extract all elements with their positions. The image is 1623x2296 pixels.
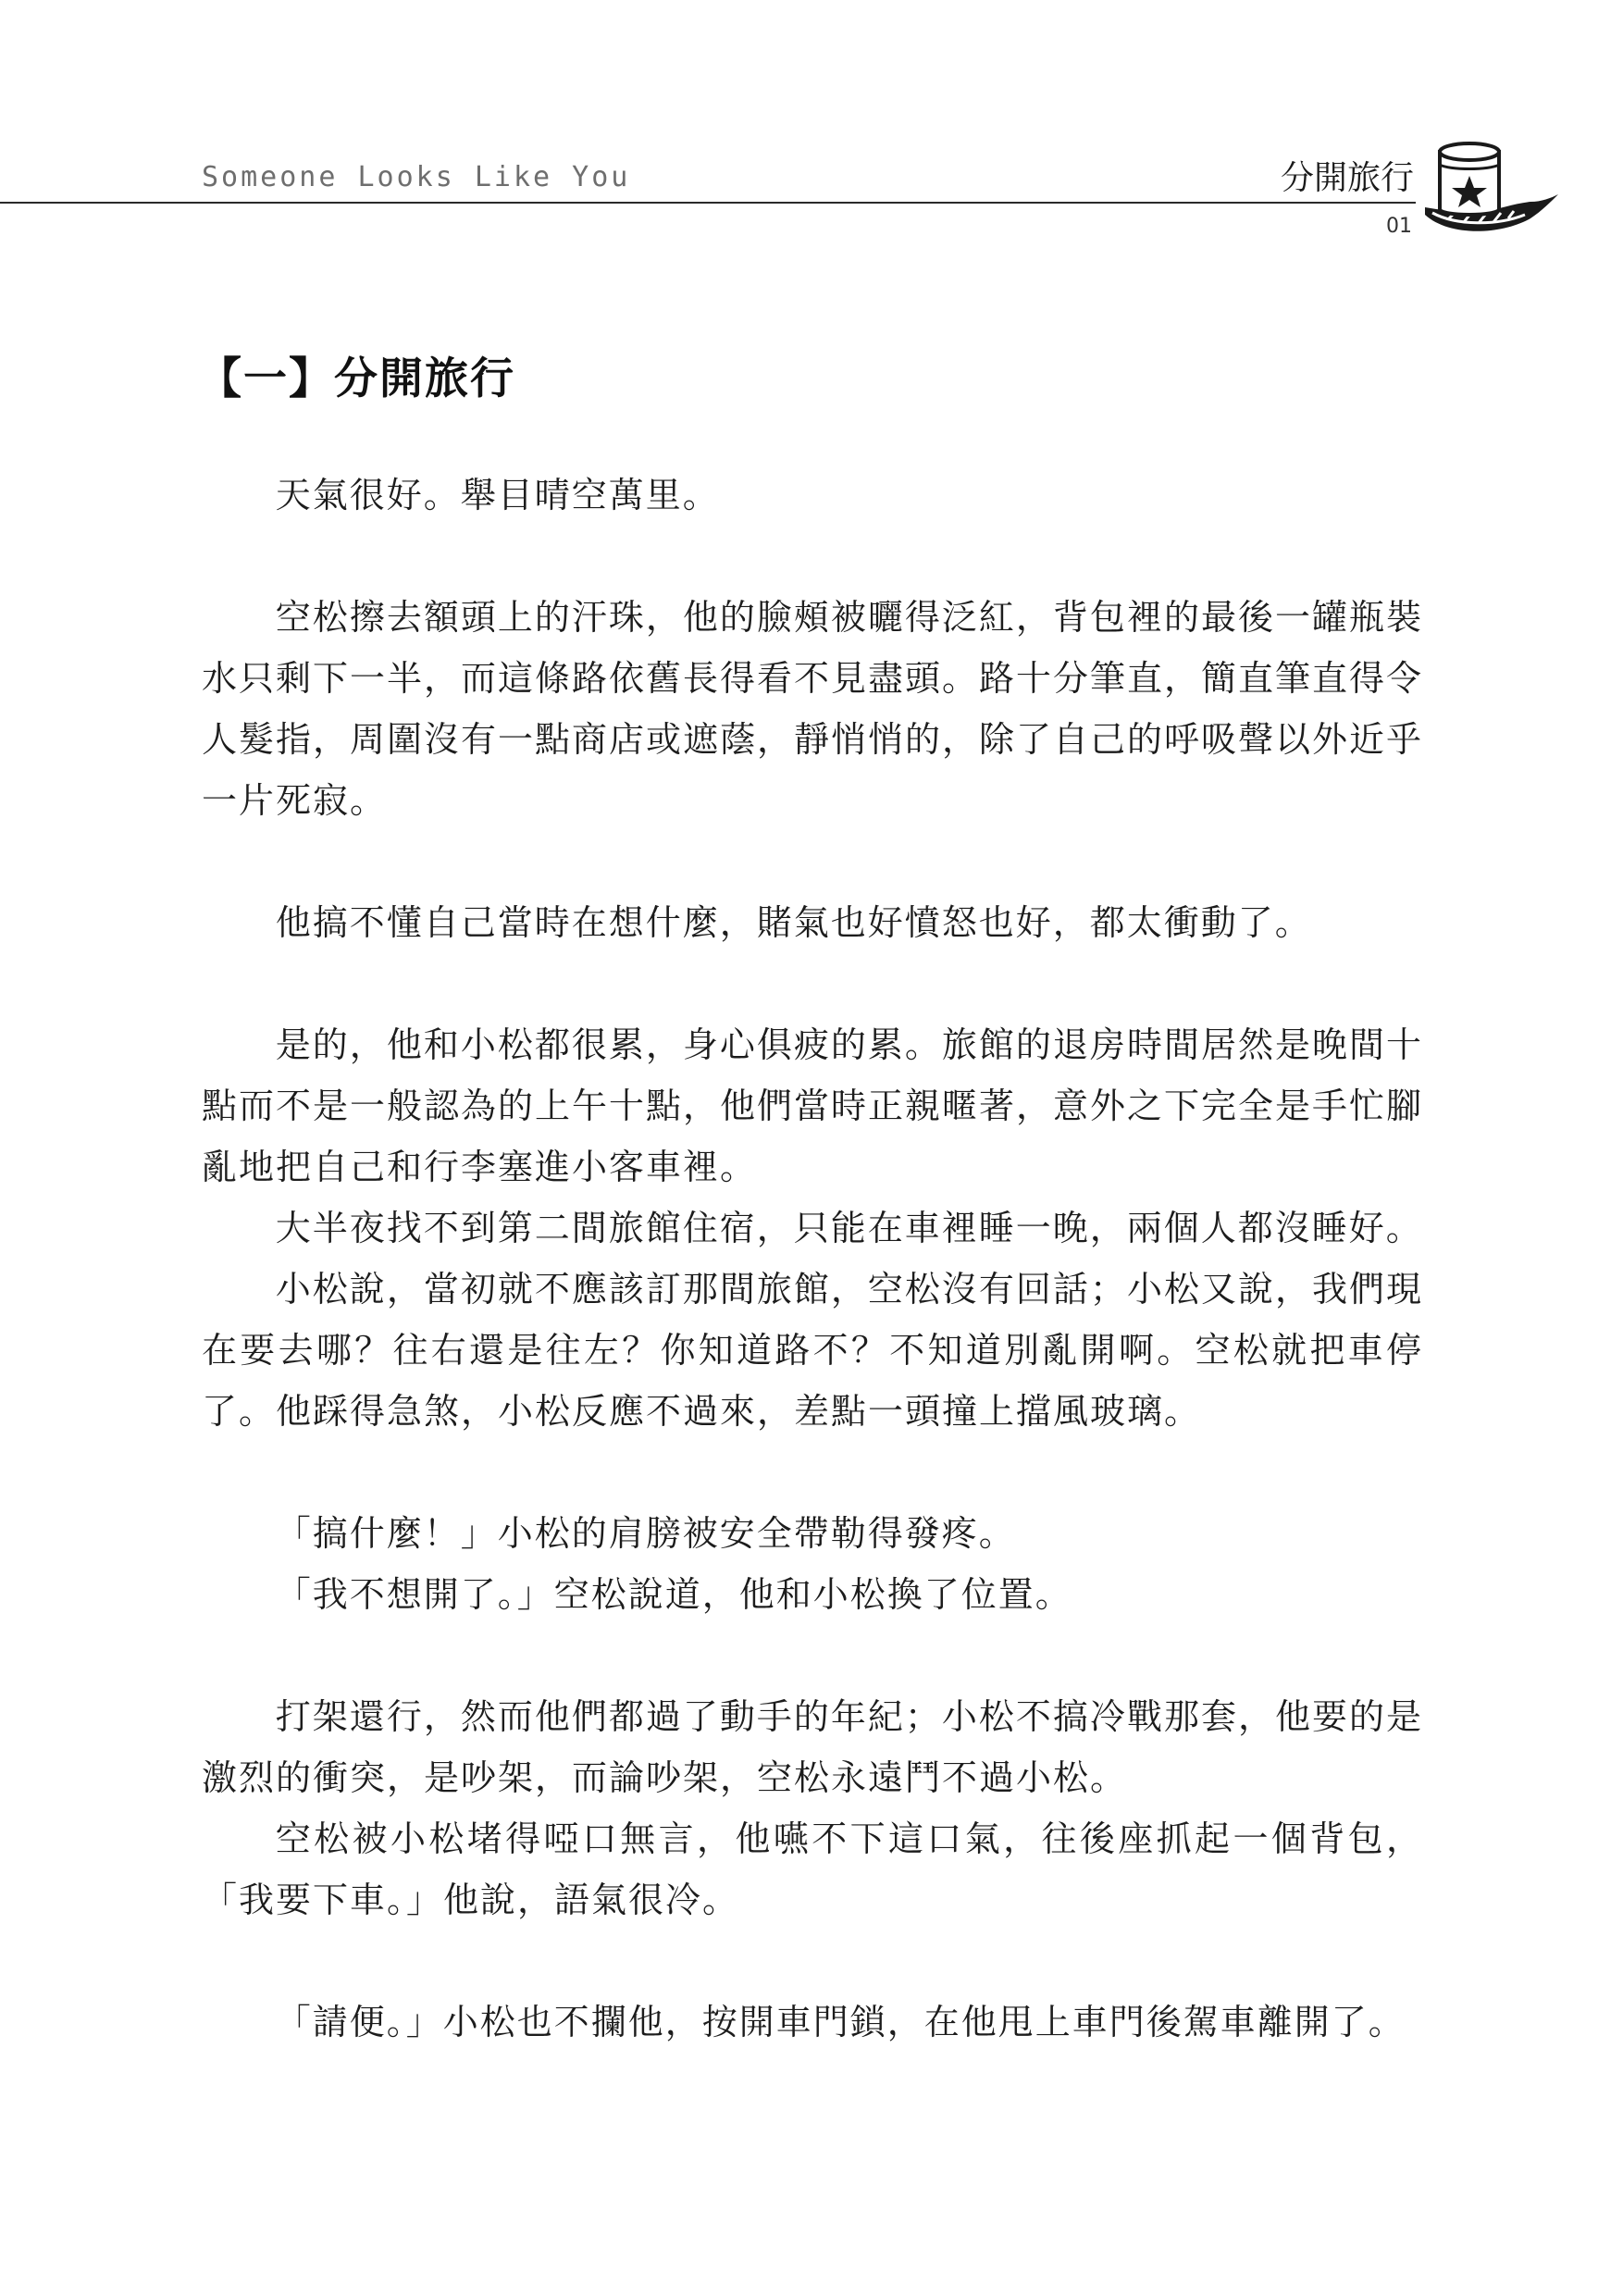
header-rule (0, 202, 1416, 204)
paragraph: 「我不想開了。」空松說道，他和小松換了位置。 (275, 1574, 1072, 1615)
body-text (202, 465, 1423, 2053)
paragraph: 「請便。」小松也不攔他，按開車門鎖，在他甩上車門後駕車離開了。 (275, 2002, 1406, 2042)
paragraph: 天氣很好。舉目晴空萬里。 (275, 475, 720, 515)
page-number: 01 (1386, 215, 1412, 238)
paragraph: 打架還行，然而他們都過了動手的年紀；小松不搞冷戰那套，他要的是激烈的衝突，是吵架，而論吵架，空松永遠鬥不過小松。 (202, 1696, 1423, 1798)
paragraph: 空松被小松堵得啞口無言，他嚥不下這口氣，往後座抓起一個背包，「我要下車。」他說，語氣很冷。 (202, 1818, 1423, 1920)
paragraph: 他搞不懂自己當時在想什麼，賭氣也好憤怒也好，都太衝動了。 (275, 902, 1312, 943)
paragraph: 小松說，當初就不應該訂那間旅館，空松沒有回話；小松又說，我們現在要去哪？往右還是往左？你知道路不？不知道別亂開啊。空松就把車停了。他踩得急煞，小松反應不過來，差點一頭撞上擋風玻璃。 (202, 1269, 1423, 1432)
running-header (0, 139, 1623, 250)
paragraph: 「搞什麼！」小松的肩膀被安全帶勒得發疼。 (275, 1513, 1016, 1554)
chapter-heading: 【一】分開旅行 (198, 354, 515, 404)
paragraph: 大半夜找不到第二間旅館住宿，只能在車裡睡一晚，兩個人都沒睡好。 (275, 1208, 1423, 1248)
running-chapter-name: 分開旅行 (1280, 159, 1414, 197)
paragraph: 空松擦去額頭上的汗珠，他的臉頰被曬得泛紅，背包裡的最後一罐瓶裝水只剩下一半，而這條路依舊長得看不見盡頭。路十分筆直，簡直筆直得令人髮指，周圍沒有一點商店或遮蔭，靜悄悄的，除了自己的呼吸聲以外近乎一片死寂。 (202, 597, 1424, 821)
paragraph: 是的，他和小松都很累，身心俱疲的累。旅館的退房時間居然是晚間十點而不是一般認為的上午十點，他們當時正親暱著，意外之下完全是手忙腳亂地把自己和行李塞進小客車裡。 (202, 1024, 1424, 1187)
jar-with-star-icon (1412, 133, 1560, 235)
book-title: Someone Looks Like You (202, 161, 631, 193)
